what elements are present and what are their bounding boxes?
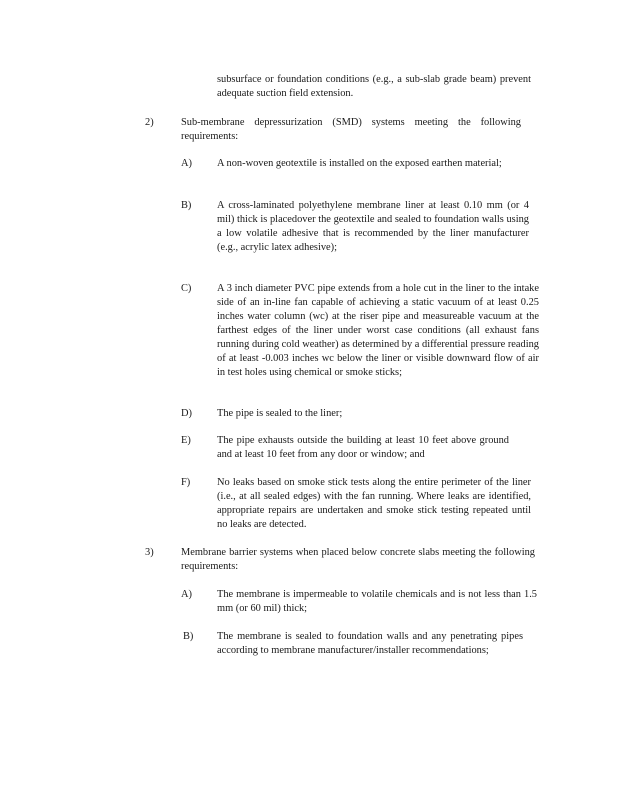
item-2b-letter: B) bbox=[181, 200, 192, 211]
item-2f-letter: F) bbox=[181, 477, 191, 488]
section-2-text: Sub-membrane depressurization (SMD) systems meeting the following requirements: bbox=[181, 117, 521, 142]
item-3b-paragraph bbox=[217, 630, 523, 658]
item-2e-paragraph bbox=[217, 434, 509, 462]
intro-continuation-text: subsurface or foundation conditions (e.g., a sub-slab grade beam) prevent adequate suction field extension. bbox=[217, 74, 531, 99]
item-2b-paragraph bbox=[217, 199, 529, 255]
item-2d-letter: D) bbox=[181, 408, 192, 419]
item-2e-letter: E) bbox=[181, 435, 191, 446]
item-2d-paragraph bbox=[217, 407, 529, 421]
item-3a-paragraph bbox=[217, 588, 537, 616]
section-3-text: Membrane barrier systems when placed below concrete slabs meeting the following requirements: bbox=[181, 547, 535, 572]
item-2a-letter: A) bbox=[181, 158, 192, 169]
section-2-heading bbox=[181, 116, 521, 144]
item-2a-text: A non-woven geotextile is installed on the exposed earthen material; bbox=[217, 158, 502, 169]
item-2c-letter: C) bbox=[181, 283, 192, 294]
item-3a-letter: A) bbox=[181, 589, 192, 600]
item-2c-text: A 3 inch diameter PVC pipe extends from a hole cut in the liner to the intake side of an in-line fan capable of achieving a static vacuum of at least 0.25 inches water column (wc) at the riser pipe and measureable vacuum at the farthest edges of the liner under worst case conditions (all exhaust fans running during cold weather) as determined by a differential pressure reading of at least -0.003 inches wc below the liner or visible downward flow of air in test holes using chemical or smoke sticks; bbox=[217, 283, 539, 378]
item-3b-text: The membrane is sealed to foundation walls and any penetrating pipes according to membrane manufacturer/installer recommendations; bbox=[217, 631, 523, 656]
intro-continuation-paragraph bbox=[217, 73, 531, 101]
item-2a-paragraph bbox=[217, 157, 502, 171]
item-2c-paragraph bbox=[217, 282, 539, 380]
item-2f-paragraph bbox=[217, 476, 531, 532]
item-2e-text: The pipe exhausts outside the building at least 10 feet above ground and at least 10 feet from any door or window; and bbox=[217, 435, 509, 460]
item-2b-text: A cross-laminated polyethylene membrane liner at least 0.10 mm (or 4 mil) thick is placedover the geotextile and sealed to foundation walls using a low volatile adhesive that is recommended by the liner manufacturer (e.g., acrylic latex adhesive); bbox=[217, 200, 529, 253]
item-3b-letter: B) bbox=[183, 631, 194, 642]
section-2-number: 2) bbox=[145, 117, 154, 128]
item-3a-text: The membrane is impermeable to volatile chemicals and is not less than 1.5 mm (or 60 mil) thick; bbox=[217, 589, 537, 614]
item-2f-text: No leaks based on smoke stick tests along the entire perimeter of the liner (i.e., at all sealed edges) with the fan running. Where leaks are identified, appropriate repairs are undertaken and smoke stick testing repeated until no leaks are detected. bbox=[217, 477, 531, 530]
section-3-number: 3) bbox=[145, 547, 154, 558]
section-3-heading bbox=[181, 546, 535, 574]
item-2d-text: The pipe is sealed to the liner; bbox=[217, 408, 343, 419]
